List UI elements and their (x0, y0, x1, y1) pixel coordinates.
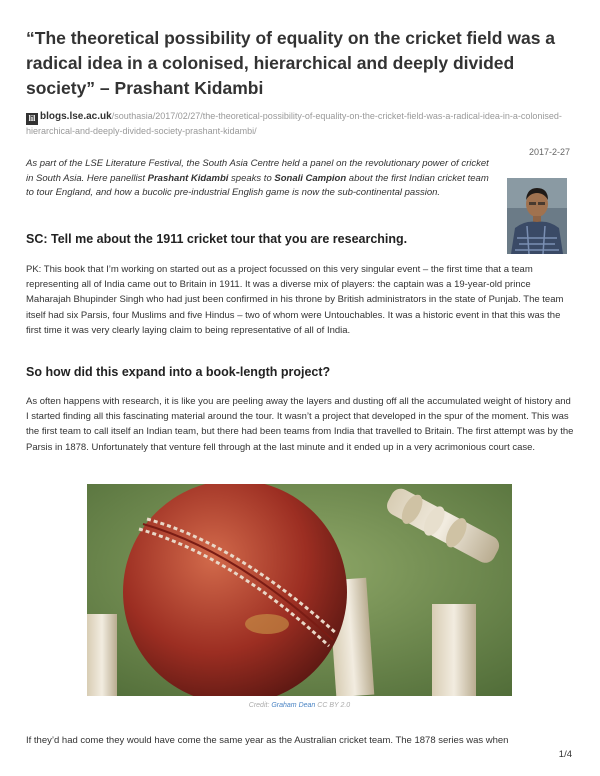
intro-text-a: As part of the LSE Literature Festival, the South Asia Centre held a panel on the revolutionary power of cricket in South Asia. Here panellist (26, 158, 489, 184)
source-domain[interactable]: blogs.lse.ac.uk (40, 111, 112, 122)
intro-paragraph (26, 157, 498, 201)
section-heading-1: SC: Tell me about the 1911 cricket tour that you are researching. (26, 232, 408, 246)
article-title: “The theoretical possibility of equality on the cricket field was a radical idea in a colonised, hierarchical and deeply divided society” – Prashant Kidambi (26, 28, 556, 98)
intro-text-b: speaks to (228, 172, 275, 184)
credit-license: CC BY 2.0 (315, 702, 351, 709)
credit-prefix: Credit: (248, 702, 272, 709)
intro-interviewer-name: Sonali Campion (274, 172, 347, 184)
intro-text-c: about the first Indian cricket team to tour England, and how a bucolic pre-industrial English game is now the sub-continental passion. (26, 172, 489, 198)
closing-paragraph: If they’d had come they would have come the same year as the Australian cricket team. The 1878 series was when (26, 735, 509, 746)
author-portrait (507, 178, 567, 254)
section-heading-2: So how did this expand into a book-length project? (26, 365, 331, 379)
intro-author-name: Prashant Kidambi (147, 172, 229, 184)
credit-author-link[interactable]: Graham Dean (271, 702, 316, 709)
source-url[interactable] (26, 110, 576, 137)
section-paragraph-2: As often happens with research, it is like you are peeling away the layers and dusting off all the accumulated weight of history and I started finding all this fascinating material around the tour. It wasn’t a project that developed in the spur of the moment. This was the first team to call itself an Indian team, but there had been teams from India that travelled to Britain. The first attempt was by the Parsis in 1878. Unfortunately that venture fell through at the last minute and it ended up in a very acrimonious court case. (26, 396, 574, 453)
source-path[interactable]: /southasia/2017/02/27/the-theoretical-possibility-of-equality-on-the-cricket-field-was-a-radical-idea-in-a-colonised-hierarchical-and-deeply-divided-society-prashant-kidambi/ (26, 111, 562, 136)
publish-date: 2017-2-27 (528, 147, 570, 157)
cricket-ball-photo (87, 484, 512, 696)
section-paragraph-1: PK: This book that I’m working on started out as a project focussed on this very singular event – the first time that a team representing all of India came out to Britain in 1911. It was a diverse mix of players: the captain was a 19-year-old prince Maharajah Bhupinder Singh who had just been confirmed in his throne by British administrators in the state of Punjab. The team itself had six Parsis, four Muslims and five Hindus – two of whom were Untouchables. It was a historic event in that this was the first time it was very clearly laying claim to being representative of all of India. (26, 264, 564, 336)
lse-blog-logo-icon: lil (26, 113, 38, 125)
page-number: 1/4 (558, 749, 572, 760)
image-credit (87, 702, 512, 709)
